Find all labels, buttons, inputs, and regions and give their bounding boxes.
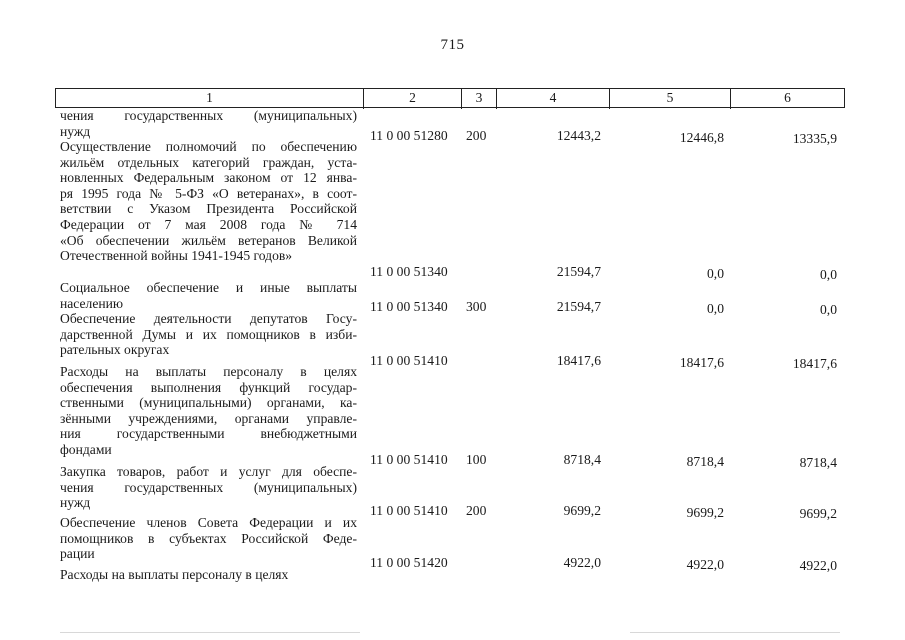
row-value-col6: 18417,6 — [792, 356, 837, 371]
description-line: Федерации от 7 мая 2008 года № 714 — [60, 216, 357, 232]
row-value-col5: 4922,0 — [686, 557, 724, 572]
row-value-col6: 8718,4 — [799, 455, 837, 470]
description-line: Осуществление полномочий по обеспечению — [60, 139, 357, 154]
row-code: 11 0 00 51340 — [370, 264, 448, 279]
description-line: Социальное обеспечение и иные выплаты — [60, 280, 357, 295]
row-value-col4: 21594,7 — [556, 264, 601, 279]
description-line: жильём отдельных категорий граждан, уста- — [60, 154, 357, 170]
row-description — [60, 567, 357, 583]
row-description — [60, 311, 357, 358]
description-line: «Об обеспечении жильём ветеранов Великой — [60, 232, 357, 248]
row-value-col4: 21594,7 — [556, 299, 601, 314]
description-line: ря 1995 года № 5-ФЗ «О ветеранах», в соот- — [60, 185, 357, 201]
row-code: 11 0 00 51410 — [370, 503, 448, 518]
description-line: Отечественной войны 1941-1945 годов» — [60, 248, 293, 264]
row-description — [60, 464, 357, 511]
row-value-col5: 0,0 — [707, 266, 724, 281]
description-line: Расходы на выплаты персоналу в целях — [60, 364, 357, 379]
description-line: ственными (муниципальными) органами, ка- — [60, 395, 357, 411]
header-col-3: 3 — [475, 90, 483, 105]
description-line: Обеспечение членов Совета Федерации и их — [60, 515, 357, 530]
row-expense-type: 200 — [466, 128, 487, 143]
description-line: ния государственными внебюджетными — [60, 426, 357, 442]
description-line: чения государственных (муниципальных) — [60, 479, 357, 495]
row-value-col5: 12446,8 — [679, 130, 724, 145]
row-description — [60, 280, 357, 311]
row-code: 11 0 00 51420 — [370, 555, 448, 570]
row-description — [60, 108, 357, 139]
description-line: фондами — [60, 441, 112, 457]
description-line: Обеспечение деятельности депутатов Госу- — [60, 311, 357, 326]
row-description — [60, 364, 357, 458]
header-col-1: 1 — [206, 90, 213, 105]
description-line: помощников в субъектах Российской Феде- — [60, 530, 357, 546]
header-col-2: 2 — [409, 90, 416, 105]
row-code: 11 0 00 51410 — [370, 452, 448, 467]
page-number: 715 — [440, 37, 465, 53]
row-value-col6: 13335,9 — [792, 131, 837, 146]
row-description — [60, 515, 357, 562]
description-line: Закупка товаров, работ и услуг для обеспе- — [60, 464, 357, 479]
row-value-col4: 4922,0 — [563, 555, 601, 570]
description-line: нужд — [60, 123, 91, 139]
description-line: зёнными учреждениями, органами управле- — [60, 410, 357, 426]
scan-artifact — [630, 632, 840, 633]
description-line: рации — [60, 546, 95, 562]
row-value-col4: 9699,2 — [563, 503, 601, 518]
row-value-col6: 4922,0 — [799, 558, 837, 573]
row-expense-type: 200 — [466, 503, 487, 518]
row-value-col4: 12443,2 — [556, 128, 601, 143]
description-line: чения государственных (муниципальных) — [60, 108, 357, 123]
row-value-col6: 9699,2 — [799, 506, 837, 521]
description-line: дарственной Думы и их помощников в изби- — [60, 326, 357, 342]
row-expense-type: 300 — [466, 299, 487, 314]
table-header — [55, 88, 845, 108]
row-value-col4: 18417,6 — [556, 353, 601, 368]
scan-artifact — [60, 632, 360, 633]
row-expense-type: 100 — [466, 452, 487, 467]
description-line: Расходы на выплаты персоналу в целях — [60, 567, 289, 582]
row-description — [60, 139, 357, 264]
header-col-5: 5 — [666, 90, 674, 105]
description-line: рательных округах — [60, 342, 170, 358]
row-value-col6: 0,0 — [820, 302, 837, 317]
row-value-col5: 8718,4 — [686, 454, 724, 469]
row-code: 11 0 00 51410 — [370, 353, 448, 368]
description-line: обеспечения выполнения функций государ- — [60, 379, 357, 395]
description-line: населению — [60, 295, 124, 311]
description-line: ветствии с Указом Президента Российской — [60, 201, 357, 217]
row-value-col5: 0,0 — [707, 301, 724, 316]
row-code: 11 0 00 51280 — [370, 128, 448, 143]
row-code: 11 0 00 51340 — [370, 299, 448, 314]
row-value-col4: 8718,4 — [563, 452, 601, 467]
header-col-6: 6 — [784, 90, 791, 105]
description-line: нужд — [60, 495, 91, 511]
row-value-col6: 0,0 — [820, 267, 837, 282]
header-col-4: 4 — [549, 90, 557, 105]
row-value-col5: 18417,6 — [679, 355, 724, 370]
row-value-col5: 9699,2 — [686, 505, 724, 520]
description-line: новленных Федеральным законом от 12 янва- — [60, 170, 357, 186]
